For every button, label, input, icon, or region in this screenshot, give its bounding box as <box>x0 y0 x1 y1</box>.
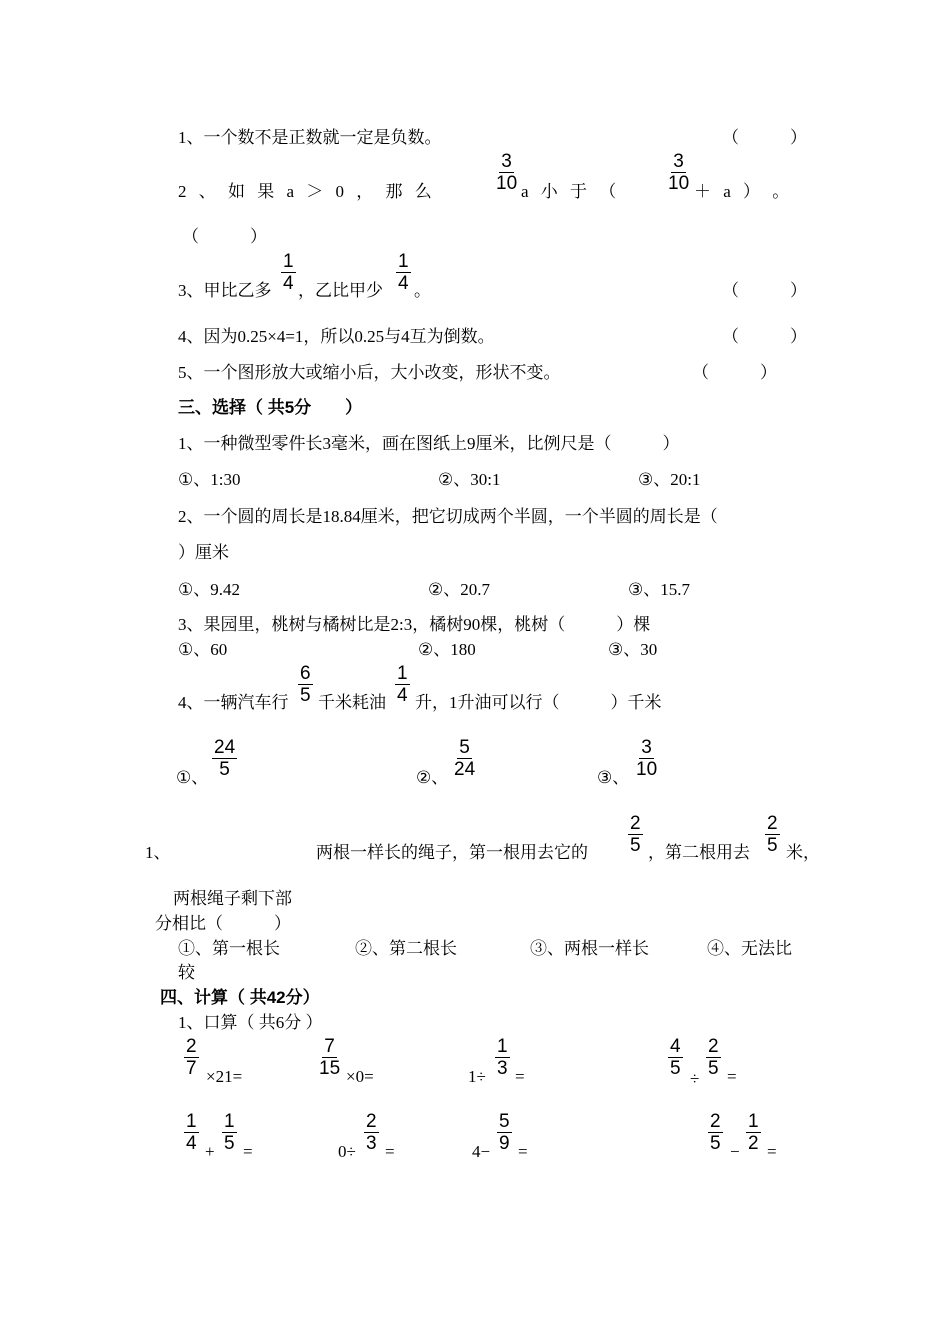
fraction <box>298 663 313 706</box>
fraction <box>222 1111 237 1154</box>
option[interactable]: ②、30:1 <box>438 470 501 489</box>
numerator: 1 <box>497 1036 508 1057</box>
fraction <box>495 1036 510 1079</box>
operator: ÷ <box>690 1069 700 1088</box>
numerator: 2 <box>767 813 778 834</box>
operator: + <box>205 1142 215 1161</box>
choice-q4: 千米耗油 <box>318 693 386 712</box>
numerator: 7 <box>324 1036 335 1057</box>
fraction <box>666 151 691 194</box>
numerator: 1 <box>398 251 409 272</box>
operator: = <box>243 1142 253 1161</box>
section-heading-choice: 三、选择（ 共5分 ） <box>178 398 363 417</box>
fraction <box>494 151 519 194</box>
numerator: 3 <box>673 151 684 172</box>
operator: = <box>767 1142 777 1161</box>
denominator: 5 <box>767 835 778 856</box>
numerator: 4 <box>670 1036 681 1057</box>
denominator: 4 <box>283 273 294 294</box>
operator: = <box>727 1067 737 1086</box>
numerator: 2 <box>710 1111 721 1132</box>
numerator: 1 <box>186 1111 197 1132</box>
denominator: 5 <box>224 1133 235 1154</box>
fraction <box>184 1111 199 1154</box>
denominator: 15 <box>319 1058 341 1079</box>
choice-q5: 米， <box>786 843 820 862</box>
denominator: 10 <box>496 173 518 194</box>
numerator: 2 <box>708 1036 719 1057</box>
numerator: 2 <box>630 813 641 834</box>
operator: 4− <box>472 1142 491 1161</box>
fraction <box>317 1036 342 1079</box>
fraction <box>497 1111 512 1154</box>
denominator: 5 <box>630 835 641 856</box>
fraction <box>364 1111 379 1154</box>
denominator: 3 <box>497 1058 508 1079</box>
option[interactable]: ④、无法比 <box>707 939 792 958</box>
choice-q4: 4、一辆汽车行 <box>178 693 289 712</box>
judge-q4: 4、因为0.25×4=1，所以0.25与4互为倒数。 <box>178 327 495 346</box>
answer-paren[interactable]: （ ） <box>182 227 267 246</box>
numerator: 1 <box>224 1111 235 1132</box>
option[interactable]: ②、180 <box>418 640 476 659</box>
numerator: 2 <box>366 1111 377 1132</box>
judge-q3-text: 。 <box>414 281 431 300</box>
choice-q5-cont: 两根绳子剩下部 <box>173 889 292 908</box>
fraction <box>634 737 659 780</box>
option[interactable]: ①、1:30 <box>178 470 241 489</box>
option[interactable]: ③、15.7 <box>628 580 690 599</box>
denominator: 7 <box>186 1058 197 1079</box>
numerator: 1 <box>397 663 408 684</box>
answer-paren[interactable]: （ ） <box>722 281 807 300</box>
denominator: 5 <box>300 685 311 706</box>
operator: = <box>515 1067 525 1086</box>
denominator: 24 <box>454 759 476 780</box>
choice-q5-number: 1、 <box>145 843 171 862</box>
denominator: 4 <box>398 273 409 294</box>
numerator: 3 <box>641 737 652 758</box>
operator: = <box>385 1142 395 1161</box>
denominator: 4 <box>397 685 408 706</box>
choice-q2: 2、一个圆的周长是18.84厘米，把它切成两个半圆，一个半圆的周长是（ <box>178 507 718 526</box>
denominator: 5 <box>710 1133 721 1154</box>
answer-paren[interactable]: （ ） <box>722 327 807 346</box>
judge-q2-text: a 小 于 （ <box>521 182 621 201</box>
judge-q2-text: 2 、 如 果 a ＞ 0 ， 那 么 <box>178 182 436 201</box>
fraction <box>708 1111 723 1154</box>
choice-q5: ，第二根用去 <box>648 843 750 862</box>
option[interactable]: ①、60 <box>178 640 228 659</box>
denominator: 5 <box>670 1058 681 1079</box>
fraction <box>184 1036 199 1079</box>
fraction <box>668 1036 683 1079</box>
operator: − <box>730 1142 740 1161</box>
answer-paren[interactable]: （ ） <box>722 128 807 147</box>
judge-q1: 1、一个数不是正数就一定是负数。 <box>178 128 442 147</box>
choice-q3: 3、果园里，桃树与橘树比是2:3，橘树90棵，桃树（ ）棵 <box>178 615 651 634</box>
denominator: 5 <box>708 1058 719 1079</box>
fraction <box>746 1111 761 1154</box>
numerator: 2 <box>186 1036 197 1057</box>
numerator: 1 <box>283 251 294 272</box>
denominator: 10 <box>668 173 690 194</box>
operator: = <box>518 1142 528 1161</box>
denominator: 2 <box>748 1133 759 1154</box>
numerator: 5 <box>459 737 470 758</box>
subsection-heading: 1、口算（ 共6分 ） <box>178 1013 323 1032</box>
judge-q5: 5、一个图形放大或缩小后，大小改变，形状不变。 <box>178 363 561 382</box>
fraction <box>628 813 643 856</box>
option[interactable]: ③、20:1 <box>638 470 701 489</box>
answer-paren[interactable]: （ ） <box>692 363 777 382</box>
fraction <box>452 737 477 780</box>
choice-q4: 升，1升油可以行（ ）千米 <box>415 693 662 712</box>
denominator: 10 <box>636 759 658 780</box>
option-label[interactable]: ①、 <box>176 768 209 787</box>
denominator: 4 <box>186 1133 197 1154</box>
option[interactable]: ①、9.42 <box>178 580 240 599</box>
fraction <box>395 663 410 706</box>
denominator: 3 <box>366 1133 377 1154</box>
judge-q2-text: ＋ a ） 。 <box>694 182 794 201</box>
option[interactable]: ③、两根一样长 <box>530 939 649 958</box>
numerator: 3 <box>501 151 512 172</box>
numerator: 5 <box>499 1111 510 1132</box>
choice-q5-cont: 分相比（ ） <box>155 914 291 933</box>
judge-q3-text: ，乙比甲少 <box>298 281 383 300</box>
choice-q2-cont: ）厘米 <box>178 543 229 562</box>
numerator: 1 <box>748 1111 759 1132</box>
option[interactable]: ③、30 <box>608 640 658 659</box>
operator: 0÷ <box>338 1142 356 1161</box>
option-cont: 较 <box>178 963 195 982</box>
fraction <box>765 813 780 856</box>
judge-q3-text: 3、甲比乙多 <box>178 281 272 300</box>
fraction <box>212 737 237 780</box>
option[interactable]: ①、第一根长 <box>178 939 280 958</box>
denominator: 9 <box>499 1133 510 1154</box>
fraction <box>706 1036 721 1079</box>
option[interactable]: ②、20.7 <box>428 580 490 599</box>
operator: ×21= <box>206 1067 243 1086</box>
option-label[interactable]: ③、 <box>597 768 630 787</box>
section-heading-calc: 四、计算（ 共42分） <box>160 988 320 1007</box>
option-label[interactable]: ②、 <box>416 768 449 787</box>
numerator: 24 <box>214 737 236 758</box>
choice-q1: 1、一种微型零件长3毫米，画在图纸上9厘米，比例尺是（ ） <box>178 434 680 453</box>
operator: ×0= <box>346 1067 374 1086</box>
numerator: 6 <box>300 663 311 684</box>
fraction <box>396 251 411 294</box>
denominator: 5 <box>219 759 230 780</box>
fraction <box>281 251 296 294</box>
operator: 1÷ <box>468 1067 486 1086</box>
choice-q5: 两根一样长的绳子，第一根用去它的 <box>316 843 588 862</box>
option[interactable]: ②、第二根长 <box>355 939 457 958</box>
